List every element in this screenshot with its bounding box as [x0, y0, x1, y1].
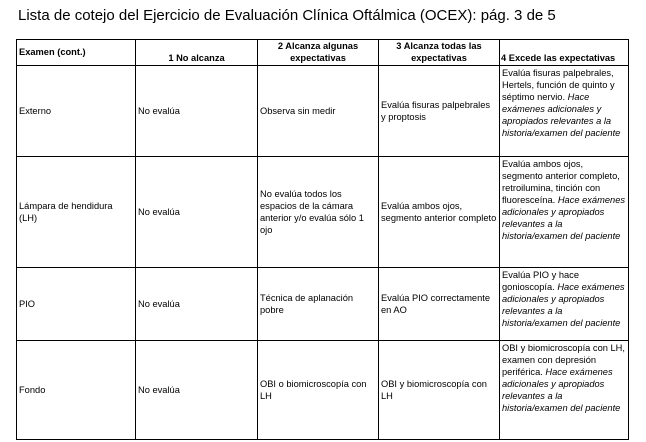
level-1-cell: No evalúa	[136, 66, 258, 157]
ocex-checklist-table	[16, 39, 629, 440]
level-3-cell: Evalúa ambos ojos, segmento anterior completo	[379, 157, 500, 268]
header-level-3: 3 Alcanza todas las expectativas	[379, 40, 500, 66]
level-4-text: Evalúa ambos ojos, segmento anterior completo, retroilumina, tinción con fluoresceína.	[502, 159, 620, 205]
table-row	[17, 268, 629, 341]
exam-name: PIO	[17, 268, 136, 341]
table-row	[17, 157, 629, 268]
level-4-note: Hace exámenes adicionales y apropiados relevantes a la historia/examen del paciente	[502, 367, 621, 413]
level-4-note: Hace exámenes adicionales y apropiados relevantes a la historia/examen del paciente	[502, 195, 626, 241]
level-4-text: Evalúa fisuras palpebrales, Hertels, función de quinto y séptimo nervio.	[502, 68, 615, 102]
level-4-note: Hace exámenes adicionales y apropiados relevantes a la historia/examen del paciente	[502, 282, 625, 328]
level-1-cell: No evalúa	[136, 268, 258, 341]
level-4-cell	[500, 66, 629, 157]
level-3-cell: Evalúa fisuras palpebrales y proptosis	[379, 66, 500, 157]
header-exam: Examen (cont.)	[17, 40, 136, 66]
level-3-cell: Evalúa PIO correctamente en AO	[379, 268, 500, 341]
level-4-note: Hace exámenes adicionales y apropiados relevantes a la historia/examen del paciente	[502, 92, 621, 138]
level-4-text: Evalúa PIO y hace gonioscopía.	[502, 270, 579, 292]
page-title: Lista de cotejo del Ejercicio de Evaluación Clínica Oftálmica (OCEX): pág. 3 de 5	[18, 7, 556, 24]
level-2-cell: Técnica de aplanación pobre	[258, 268, 379, 341]
level-1-cell: No evalúa	[136, 341, 258, 440]
level-1-cell: No evalúa	[136, 157, 258, 268]
exam-name: Fondo	[17, 341, 136, 440]
level-2-cell: Observa sin medir	[258, 66, 379, 157]
table-row	[17, 66, 629, 157]
exam-name: Lámpara de hendidura (LH)	[17, 157, 136, 268]
header-level-2: 2 Alcanza algunas expectativas	[258, 40, 379, 66]
level-2-cell: OBI o biomicroscopía con LH	[258, 341, 379, 440]
level-4-cell	[500, 341, 629, 440]
exam-name: Externo	[17, 66, 136, 157]
level-4-text: OBI y biomicroscopía con LH, examen con depresión periférica.	[502, 343, 625, 377]
level-4-cell	[500, 268, 629, 341]
level-3-cell: OBI y biomicroscopía con LH	[379, 341, 500, 440]
table-header-row	[17, 40, 629, 66]
header-level-1: 1 No alcanza	[136, 40, 258, 66]
table-row	[17, 341, 629, 440]
level-2-cell: No evalúa todos los espacios de la cámara anterior y/o evalúa sólo 1 ojo	[258, 157, 379, 268]
level-4-cell	[500, 157, 629, 268]
header-level-4: 4 Excede las expectativas	[500, 40, 629, 66]
